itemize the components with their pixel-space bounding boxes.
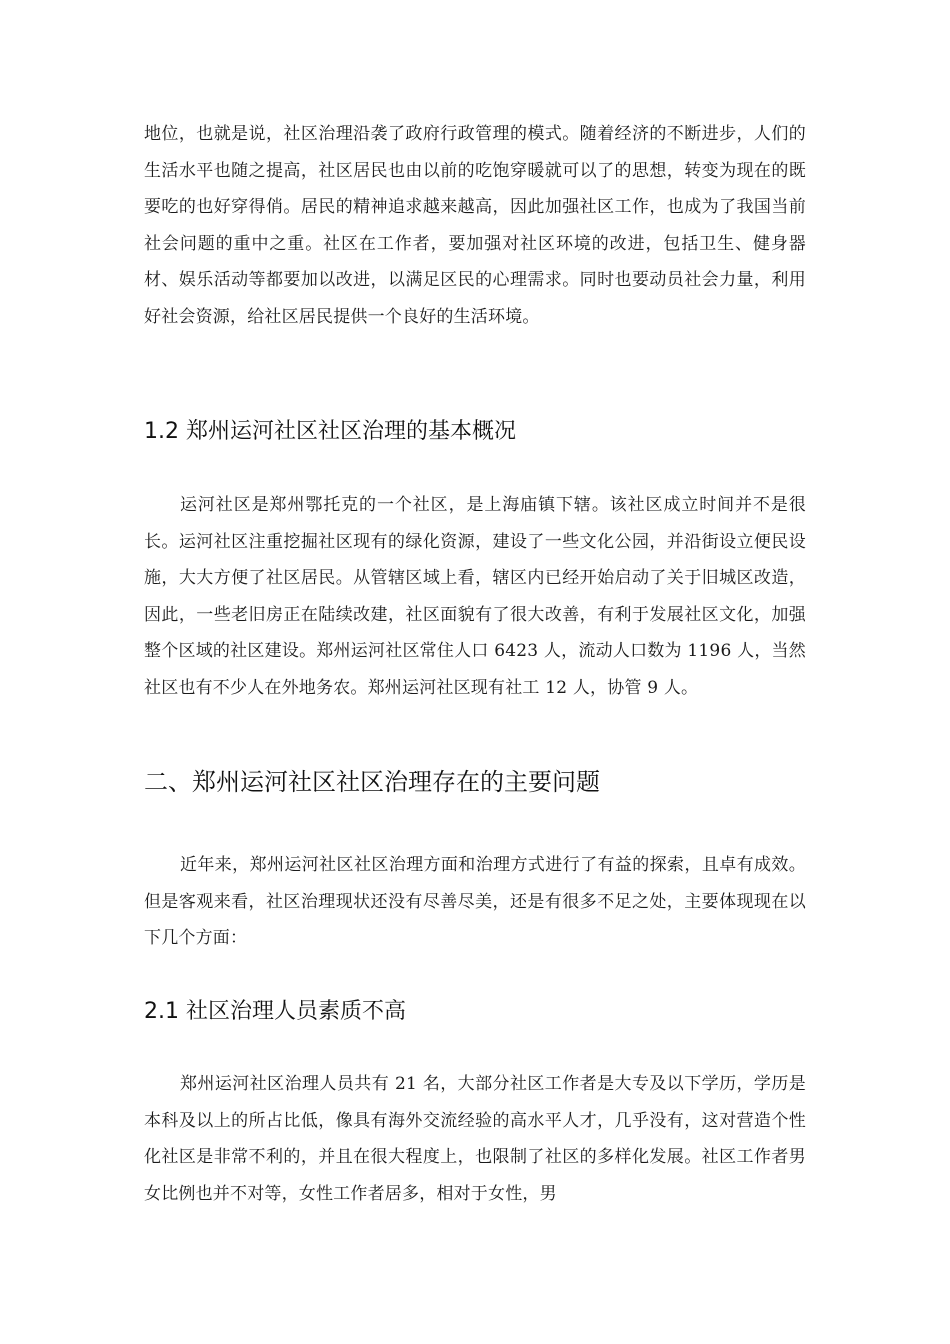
paragraph-community-governance-mode: 地位，也就是说，社区治理沿袭了政府行政管理的模式。随着经济的不断进步，人们的生活水平也随之提高，社区居民也由以前的吃饱穿暖就可以了的思想，转变为现在的既要吃的也好穿得俏。居民的精神追求越来越高，因此加强社区工作，也成为了我国当前社会问题的重中之重。社区在工作者，要加强对社区环境的改进，包括卫生、健身器材、娱乐活动等都要加以改进，以满足区民的心理需求。同时也要动员社会力量，利用好社会资源，给社区居民提供一个良好的生活环境。 (144, 124, 806, 327)
chapter-heading-2: 二、郑州运河社区社区治理存在的主要问题 (144, 768, 600, 796)
section-heading-1-2: 1.2 郑州运河社区社区治理的基本概况 (144, 419, 516, 444)
section-heading-2-1: 2.1 社区治理人员素质不高 (144, 999, 406, 1024)
paragraph-main-problems-intro: 近年来，郑州运河社区社区治理方面和治理方式进行了有益的探索，且卓有成效。但是客观来看，社区治理现状还没有尽善尽美，还是有很多不足之处，主要体现现在以下几个方面： (144, 855, 806, 948)
paragraph-staff-quality: 郑州运河社区治理人员共有 21 名，大部分社区工作者是大专及以下学历，学历是本科及以上的所占比低，像具有海外交流经验的高水平人才，几乎没有，这对营造个性化社区是非常不利的，并且在很大程度上，也限制了社区的多样化发展。社区工作者男女比例也并不对等，女性工作者居多，相对于女性，男 (144, 1074, 806, 1204)
paragraph-yunhe-community-overview: 运河社区是郑州鄂托克的一个社区，是上海庙镇下辖。该社区成立时间并不是很长。运河社区注重挖掘社区现有的绿化资源，建设了一些文化公园，并沿街设立便民设施，大大方便了社区居民。从管辖区域上看，辖区内已经开始启动了关于旧城区改造，因此，一些老旧房正在陆续改建，社区面貌有了很大改善，有利于发展社区文化，加强整个区域的社区建设。郑州运河社区常住人口 6423 人，流动人口数为 1196 人，当然社区也有不少人在外地务农。郑州运河社区现有社工 12 人，协管 9 人。 (144, 495, 806, 698)
